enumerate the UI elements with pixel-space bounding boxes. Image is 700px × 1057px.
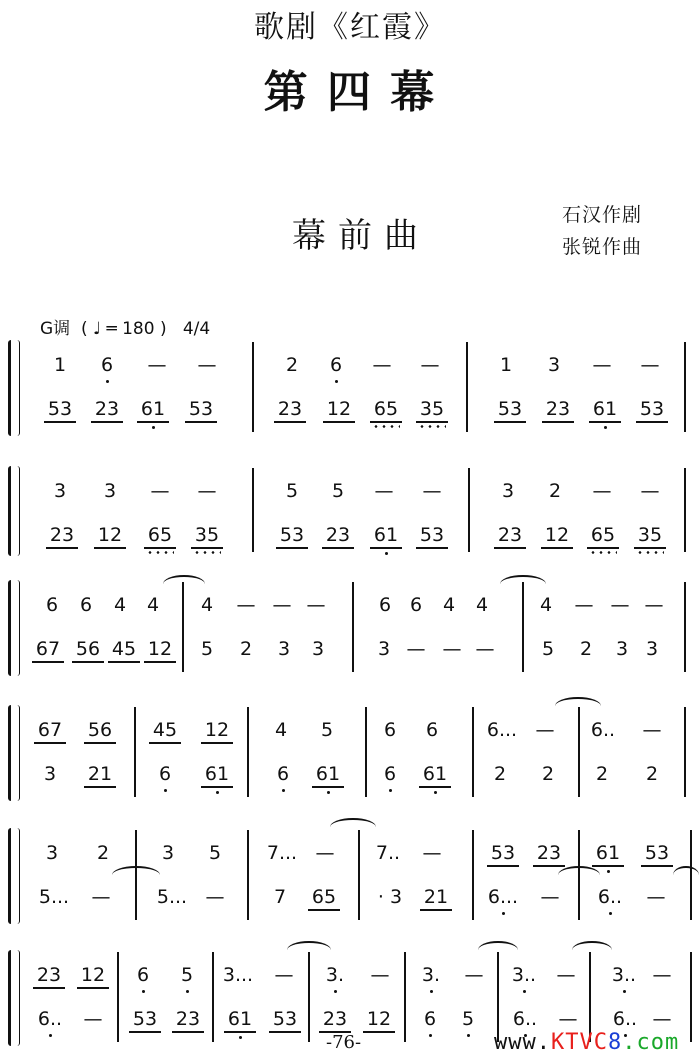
upper-voice-note: — [272,594,292,616]
octave-dot-below [604,426,607,429]
upper-voice-note: 2 [96,842,110,864]
underline-beam [416,421,448,423]
watermark [494,1030,679,1055]
upper-voice-note: — [535,719,555,741]
upper-voice-note: 6 [316,354,356,376]
system-bracket [8,340,20,436]
system-bracket [8,950,20,1046]
underline-beam [370,547,402,549]
lower-voice-note: 35 [187,524,227,546]
lower-voice-note: 6.. [30,1008,70,1030]
upper-voice-note: 3... [222,964,254,986]
upper-voice-note: — [464,964,484,986]
octave-dot-below [327,791,330,794]
octave-dots-below [418,425,446,428]
upper-voice-note: 5 [208,842,222,864]
lower-voice-note: 23 [318,524,358,546]
upper-voice-note: 4 [539,594,553,616]
lower-voice-note: 53 [490,398,530,420]
lower-voice-note: 23 [87,398,127,420]
lower-voice-note: 5 [448,1008,488,1030]
credit-playwright: 石汉作剧 [562,204,643,226]
upper-voice-note: 23 [529,842,569,864]
underline-beam [84,742,116,744]
upper-voice-note: 12 [73,964,113,986]
lower-voice-note: 2 [493,763,507,785]
opera-title: 歌剧《红霞》 [254,10,446,45]
upper-voice-note: 53 [483,842,523,864]
upper-voice-note: — [422,842,442,864]
underline-beam [201,786,233,788]
octave-dots-below [193,551,221,554]
underline-beam [587,547,619,549]
lower-voice-note: 12 [359,1008,399,1030]
underline-beam [592,865,624,867]
upper-voice-note: 6 [425,719,439,741]
lower-voice-note: 35 [630,524,670,546]
upper-voice-note: 4 [274,719,288,741]
upper-voice-note: 4 [200,594,214,616]
underline-beam [363,1031,395,1033]
lower-voice-note: 21 [80,763,120,785]
upper-voice-note: 5 [167,964,207,986]
lower-voice-note: 65 [583,524,623,546]
upper-voice-note: — [306,594,326,616]
system-bracket [8,466,20,556]
time-signature: 4/4 [182,319,211,339]
barline [578,707,580,797]
upper-voice-note: 3.. [604,964,644,986]
underline-beam [33,987,65,989]
upper-voice-note: 1 [53,354,67,376]
lower-voice-note: 6.. [590,886,630,908]
lower-voice-note: 6 [370,763,410,785]
barline [212,952,214,1042]
lower-voice-note: 45 [104,638,144,660]
lower-voice-note: 67 [28,638,68,660]
lower-voice-note: 53 [412,524,452,546]
lower-voice-note: 6 [410,1008,450,1030]
lower-voice-note: — [442,638,462,660]
octave-dot-below [335,380,338,383]
lower-voice-note: 23 [538,398,578,420]
watermark-prefix: www. [494,1030,551,1055]
upper-voice-note: 3. [411,964,451,986]
lower-voice-note: 3 [377,638,391,660]
upper-voice-note: — [150,480,170,502]
upper-voice-note: 3 [53,480,67,502]
upper-voice-note: 6 [409,594,423,616]
lower-voice-note: 2 [579,638,593,660]
upper-voice-note: — [640,354,660,376]
upper-voice-note: — [422,480,442,502]
lower-voice-note: 5... [38,886,70,908]
upper-voice-note: — [274,964,294,986]
upper-voice-note: 3 [45,842,59,864]
lower-voice-note: — [205,886,225,908]
underline-beam [77,987,109,989]
underline-beam [420,909,452,911]
page-number: -76- [326,1032,362,1053]
octave-dot-below [434,791,437,794]
lower-voice-note: — [558,1008,578,1030]
lower-voice-note: 23 [315,1008,355,1030]
underline-beam [191,547,223,549]
barline [252,342,254,432]
barline [684,468,686,552]
octave-dot-below [609,912,612,915]
upper-voice-note: 4 [442,594,456,616]
lower-voice-note: 12 [537,524,577,546]
system-bracket [8,828,20,924]
lower-voice-note: 12 [90,524,130,546]
lower-voice-note: 23 [490,524,530,546]
lower-voice-note: 3 [277,638,291,660]
tie-slur [500,575,546,593]
lower-voice-note: 3 [615,638,629,660]
underline-beam [34,742,66,744]
upper-voice-note: 6 [123,964,163,986]
octave-dot-below [467,1034,470,1037]
lower-voice-note: 65 [304,886,344,908]
octave-dot-below [49,1034,52,1037]
underline-beam [129,1031,161,1033]
upper-voice-note: 4 [146,594,160,616]
barline [247,707,249,797]
lower-voice-note: 3 [311,638,325,660]
underline-beam [108,661,140,663]
barline [358,830,360,920]
underline-beam [494,421,526,423]
upper-voice-note: 6... [486,719,518,741]
barline [308,952,310,1042]
lower-voice-note: 5 [200,638,214,660]
underline-beam [137,421,169,423]
upper-voice-note: 45 [145,719,185,741]
barline [468,468,470,552]
lower-voice-note: — [646,886,666,908]
octave-dots-below [372,425,400,428]
underline-beam [91,421,123,423]
upper-voice-note: 2 [285,354,299,376]
upper-voice-note: 3 [547,354,561,376]
underline-beam [32,661,64,663]
lower-voice-note: 61 [415,763,455,785]
underline-beam [487,865,519,867]
underline-beam [312,786,344,788]
lower-voice-note: 53 [181,398,221,420]
tie-slur [112,866,160,884]
upper-voice-note: — [592,354,612,376]
octave-dot-below [430,990,433,993]
tie-slur [555,697,601,715]
lower-voice-note: 23 [168,1008,208,1030]
upper-voice-note: — [374,480,394,502]
lower-voice-note: 61 [366,524,406,546]
piece-title: 幕前曲 [292,216,430,256]
barline [684,582,686,672]
lower-voice-note: 61 [308,763,348,785]
lower-voice-note: 2 [541,763,555,785]
credit-composer: 张锐作曲 [562,236,643,258]
upper-voice-note: 67 [30,719,70,741]
tie-slur [558,866,600,884]
tie-slur [673,866,699,884]
underline-beam [72,661,104,663]
lower-voice-note: 61 [585,398,625,420]
lower-voice-note: 6... [483,886,523,908]
lower-voice-note: 53 [125,1008,165,1030]
underline-beam [494,547,526,549]
octave-dots-below [636,551,664,554]
octave-dot-below [334,990,337,993]
underline-beam [185,421,217,423]
upper-voice-note: 4 [113,594,127,616]
underline-beam [46,547,78,549]
lower-voice-note: — [475,638,495,660]
lower-voice-note: 56 [68,638,108,660]
barline [365,707,367,797]
lower-voice-note: 35 [412,398,452,420]
barline [690,952,692,1042]
upper-voice-note: — [642,719,662,741]
lower-voice-note: · 3 [377,886,403,908]
underline-beam [370,421,402,423]
upper-voice-note: 3.. [504,964,544,986]
underline-beam [416,547,448,549]
barline [252,468,254,552]
octave-dot-below [385,552,388,555]
underline-beam [276,547,308,549]
lower-voice-note: — [91,886,111,908]
octave-dot-below [282,789,285,792]
tie-slur [287,941,331,959]
key-signature: G调 [40,319,71,339]
upper-voice-note: 3 [103,480,117,502]
lower-voice-note: — [540,886,560,908]
lower-voice-note: 3 [645,638,659,660]
barline [472,707,474,797]
upper-voice-note: — [610,594,630,616]
lower-voice-note: 53 [40,398,80,420]
tie-slur [330,818,376,836]
underline-beam [641,865,673,867]
lower-voice-note: — [83,1008,103,1030]
underline-beam [634,547,666,549]
upper-voice-note: — [197,354,217,376]
upper-voice-note: 1 [499,354,513,376]
lower-voice-note: 5 [541,638,555,660]
score-meta [40,314,210,339]
lower-voice-note: 53 [272,524,312,546]
octave-dot-below [186,990,189,993]
barline [466,342,468,432]
tempo-marking: ( ♩ ═ 180 ) [81,319,167,339]
upper-voice-note: 6 [378,594,392,616]
lower-voice-note: 23 [270,398,310,420]
act-title: 第 四 幕 [263,67,437,118]
lower-voice-note: 12 [319,398,359,420]
upper-voice-note: — [592,480,612,502]
octave-dot-below [523,990,526,993]
upper-voice-note: — [652,964,672,986]
underline-beam [224,1031,256,1033]
barline [589,952,591,1042]
lower-voice-note: 61 [220,1008,260,1030]
octave-dot-below [623,990,626,993]
octave-dot-below [164,789,167,792]
lower-voice-note: 53 [632,398,672,420]
barline [247,830,249,920]
underline-beam [84,786,116,788]
barline [684,342,686,432]
underline-beam [44,421,76,423]
lower-voice-note: 3 [43,763,57,785]
octave-dot-below [216,791,219,794]
underline-beam [636,421,668,423]
upper-voice-note: — [147,354,167,376]
octave-dot-below [389,789,392,792]
octave-dot-below [142,990,145,993]
lower-voice-note: 6.. [605,1008,645,1030]
upper-voice-note: — [372,354,392,376]
lower-voice-note: 65 [140,524,180,546]
upper-voice-note: — [556,964,576,986]
lower-voice-note: 12 [140,638,180,660]
lower-voice-note: — [652,1008,672,1030]
upper-voice-note: — [236,594,256,616]
underline-beam [149,742,181,744]
lower-voice-note: 2 [645,763,659,785]
tie-slur [163,575,205,593]
upper-voice-note: 56 [80,719,120,741]
upper-voice-note: — [420,354,440,376]
tie-slur [478,941,518,959]
barline [472,830,474,920]
octave-dots-below [146,551,174,554]
barline [684,707,686,797]
underline-beam [144,661,176,663]
upper-voice-note: 7.. [375,842,401,864]
lower-voice-note: 6.. [505,1008,545,1030]
barline [522,582,524,672]
upper-voice-note: — [640,480,660,502]
underline-beam [323,421,355,423]
upper-voice-note: — [644,594,664,616]
barline [497,952,499,1042]
lower-voice-note: 5... [156,886,188,908]
upper-voice-note: 7... [266,842,298,864]
octave-dot-below [429,1034,432,1037]
upper-voice-note: 3 [161,842,175,864]
octave-dot-below [502,912,505,915]
lower-voice-note: — [406,638,426,660]
system-bracket [8,580,20,676]
barline [182,582,184,672]
upper-voice-note: 23 [29,964,69,986]
octave-dot-below [152,426,155,429]
barline [352,582,354,672]
upper-voice-note: 5 [331,480,345,502]
underline-beam [201,742,233,744]
watermark-digit: 8 [607,1030,623,1055]
upper-voice-note: 12 [197,719,237,741]
lower-voice-note: 23 [42,524,82,546]
lower-voice-note: 53 [265,1008,305,1030]
underline-beam [94,547,126,549]
lower-voice-note: 7 [273,886,287,908]
upper-voice-note: — [574,594,594,616]
watermark-suffix: .com [622,1030,680,1055]
lower-voice-note: 2 [239,638,253,660]
lower-voice-note: 21 [416,886,456,908]
upper-voice-note: 61 [588,842,628,864]
watermark-brand: KTVC [550,1030,608,1055]
system-bracket [8,705,20,801]
underline-beam [419,786,451,788]
upper-voice-note: 3 [501,480,515,502]
underline-beam [308,909,340,911]
upper-voice-note: 5 [285,480,299,502]
upper-voice-note: — [370,964,390,986]
upper-voice-note: — [197,480,217,502]
upper-voice-note: 2 [548,480,562,502]
upper-voice-note: 6 [383,719,397,741]
octave-dot-below [607,870,610,873]
upper-voice-note: 6 [45,594,59,616]
octave-dots-below [589,551,617,554]
upper-voice-note: 3. [315,964,355,986]
underline-beam [589,421,621,423]
upper-voice-note: 6.. [590,719,616,741]
tie-slur [572,941,612,959]
underline-beam [269,1031,301,1033]
lower-voice-note: 61 [197,763,237,785]
underline-beam [542,421,574,423]
underline-beam [541,547,573,549]
octave-dot-below [239,1036,242,1039]
lower-voice-note: 6 [263,763,303,785]
upper-voice-note: — [315,842,335,864]
lower-voice-note: 65 [366,398,406,420]
underline-beam [172,1031,204,1033]
upper-voice-note: 6 [79,594,93,616]
underline-beam [274,421,306,423]
underline-beam [533,865,565,867]
lower-voice-note: 2 [595,763,609,785]
underline-beam [322,547,354,549]
upper-voice-note: 53 [637,842,677,864]
barline [117,952,119,1042]
lower-voice-note: 6 [145,763,185,785]
upper-voice-note: 6 [87,354,127,376]
upper-voice-note: 4 [475,594,489,616]
barline [404,952,406,1042]
underline-beam [144,547,176,549]
octave-dot-below [106,380,109,383]
upper-voice-note: 5 [320,719,334,741]
lower-voice-note: 61 [133,398,173,420]
barline [134,707,136,797]
